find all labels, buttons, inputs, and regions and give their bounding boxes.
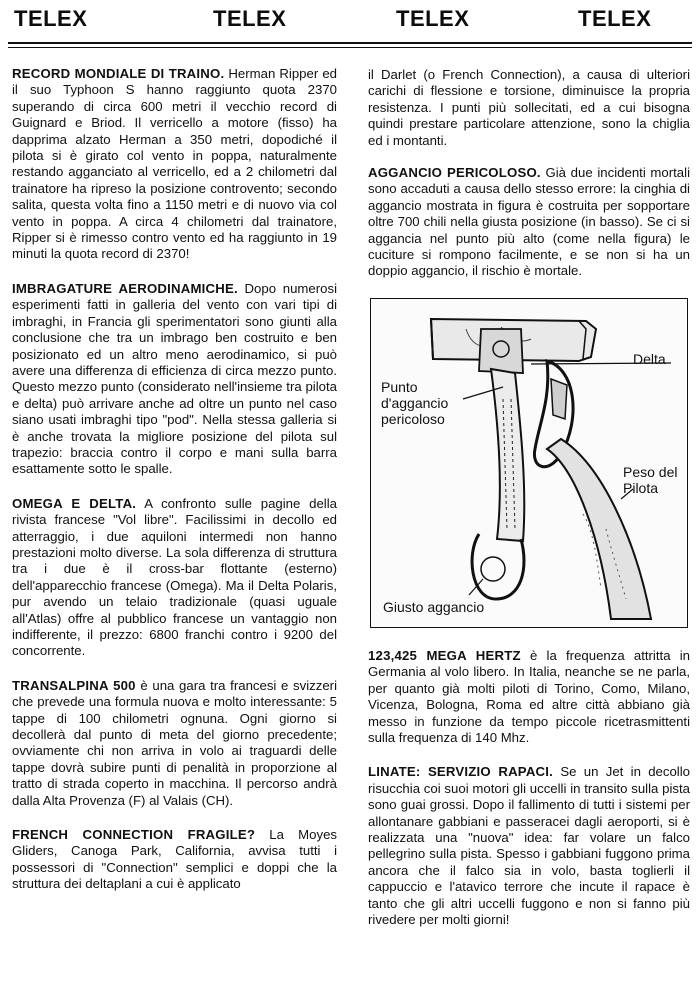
left-column xyxy=(12,66,337,911)
header-telex-3: TELEX xyxy=(396,6,470,31)
header-telex-1: TELEX xyxy=(14,6,88,31)
article-body: Se un Jet in decollo risucchia coi suoi motori gli uccelli in transito sulla pista sono guai grossi. Dopo il fallimento di tutti i sistemi per allontanare gabbiani e passeracei dagli aeroporti, si è realizzata una "nuova" idea: far volare un falco pellegrino sulla pista. Spesso i gabbiani fuggono prima ancora che il falco sia in volo, basta toglierli il cappuccio e l'atavico terrore che incute il rapace è tanto che gli altri uccelli fuggono e non si fanno più rivedere per molti giorni! xyxy=(368,764,691,927)
article-title: OMEGA E DELTA. xyxy=(12,495,137,511)
article-continuation: il Darlet (o French Connection), a causa di ulteriori carichi di flessione e torsione, diminuisce la propria resistenza. I punti più sollecitati, ed a cui bisogna quindi prestare particolare attenzione, sono la chiglia ed i montanti. xyxy=(368,67,690,148)
article-record-traino xyxy=(12,66,337,263)
page-header xyxy=(0,0,700,42)
article-title: 123,425 MEGA HERTZ xyxy=(368,647,521,663)
harness-drawing xyxy=(371,299,687,627)
article-aggancio-pericoloso xyxy=(368,165,690,280)
article-title: AGGANCIO PERICOLOSO. xyxy=(368,165,541,181)
article-body: è una gara tra francesi e svizzeri che prevede una formula nuova e molto interessante: 5 tappe di 100 chilometri ognuna. Ogni giorno si decollerà dal punto di meta del giorno precedente; ovviamente chi non arriva in volo ai traguardi delle tappe dovrà subire punti di penalità in proporzione al tratto di strada coperto in macchina. Il percorso andrà dalla Alta Provenza (F) al Valais (CH). xyxy=(12,677,337,808)
article-title: RECORD MONDIALE DI TRAINO. xyxy=(12,66,225,81)
header-rule-top xyxy=(8,42,692,44)
label-peso-pilota: Peso del Pilota xyxy=(623,463,678,496)
header-telex-2: TELEX xyxy=(213,6,287,31)
label-giusto-aggancio: Giusto aggancio xyxy=(383,598,485,615)
article-body: La Moyes Gliders, Canoga Park, California, avvisa tutti i possessori di "Connection" semplici e doppi che la struttura dei deltaplani a cui è applicato xyxy=(12,827,337,892)
article-linate-rapaci xyxy=(368,764,690,928)
label-punto-pericoloso: Punto d'aggancio pericoloso xyxy=(381,378,449,427)
article-french-connection xyxy=(12,827,337,893)
article-body: A confronto sulle pagine della rivista francese "Vol libre". Facilissimi in decollo ed atterraggio, i due aquiloni intermedi non hanno prestazioni molto diverse. La sola differenza di struttura tra i due è il cross-bar flottante (esterno) dell'apparecchio francese (Omega). Ma il Delta Polaris, pur avendo un telaio tradizionale (quasi uguale all'Atlas) offre al pubblico francese un vantaggio non indifferente, il prezzo: 6800 franchi contro i 9200 del concorrente. xyxy=(12,495,337,659)
article-body: è la frequenza attritta in Germania al volo libero. In Italia, neanche se ne parla, per quanto già molti piloti di Torino, Como, Milano, Vicenza, Bologna, Roma ed altre città abbiano già messo in funzione da tempo piccole ricetrasmittenti sulla frequenza di 140 Mhz. xyxy=(368,647,691,745)
article-mega-hertz xyxy=(368,648,690,746)
article-transalpina xyxy=(12,678,337,809)
harness-illustration xyxy=(370,298,688,628)
header-rule-bottom xyxy=(8,47,692,48)
article-body: Dopo numerosi esperimenti fatti in galleria del vento con vari tipi di imbraghi, in Francia gli sperimentatori sono giunti alla conclusione che tra un imbrago ben costruito e ben posizionato ed un altro meno aerodinamico, si può avere una differenza di efficienza di circa mezzo punto. Questo mezzo punto (considerato nell'insieme tra pilota e delta) può arrivare anche ad oltre un punto nel caso siano usati imbraghi tipo "pod". Nella stessa galleria si è anche trovata la migliore posizione del pilota sul trapezio: braccia contro il corpo e mani sulla barra esattamente sotto le spalle. xyxy=(12,280,337,477)
right-column xyxy=(368,67,690,946)
article-body: Herman Ripper ed il suo Typhoon S hanno raggiunto quota 2370 superando di circa 600 metri il vecchio record di Guignard e Briod. Il verricello a motore (fisso) ha dapprima alzato Herman a 350 metri, dopodiché il pilota si è girato col vento in poppa, naturalmente restando agganciato al verricello, ed a 2 chilometri dal trainatore ha ripreso la posizione controvento; secondo salita, questa volta fino a 1150 metri e di nuovo via col vento in poppa. A circa 4 chilometri dal trainatore, Ripper si è rimesso contro vento ed ha raggiunto in 19 minuti la quota record di 2370! xyxy=(12,66,337,262)
article-omega-delta xyxy=(12,496,337,660)
article-title: LINATE: SERVIZIO RAPACI. xyxy=(368,764,554,780)
header-telex-4: TELEX xyxy=(578,6,652,31)
article-title: IMBRAGATURE AERODINAMICHE. xyxy=(12,280,238,296)
article-imbragature xyxy=(12,281,337,478)
article-title: TRANSALPINA 500 xyxy=(12,677,136,693)
article-body: Già due incidenti mortali sono accaduti a causa dello stesso errore: la cinghia di aggancio mostrata in figura è costruita per sopportare oltre 700 chili nella giusta posizione (in basso). Se ci si aggancia nel punto più alto (come nella figura) le cuciture si rompono facilmente, e se non si ha un doppio aggancio, il rischio è mortale. xyxy=(368,165,690,279)
label-delta: Delta xyxy=(633,350,666,367)
article-title: FRENCH CONNECTION FRAGILE? xyxy=(12,827,256,843)
